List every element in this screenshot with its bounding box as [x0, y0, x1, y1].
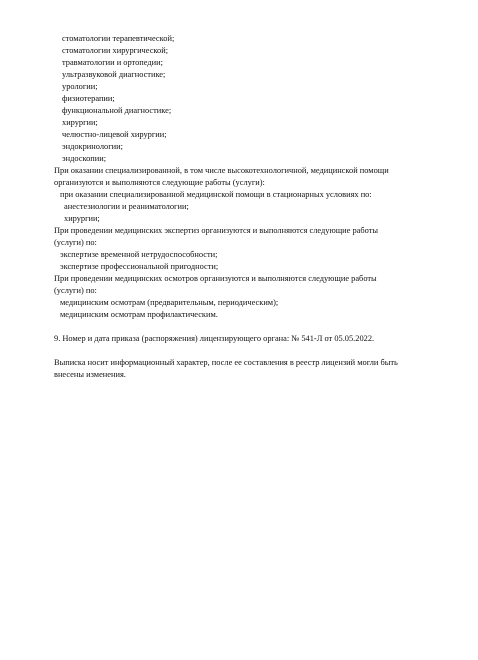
expertise-heading-cont: (услуги) по: [54, 238, 97, 247]
list-item: физиотерапии; [62, 94, 115, 103]
list-item: экспертизе профессиональной пригодности; [60, 262, 219, 271]
list-item: экспертизе временной нетрудоспособности; [60, 250, 218, 259]
disclaimer-cont: внесены изменения. [54, 370, 126, 379]
specialized-care-heading: При оказании специализированной, в том числе высокотехнологичной, медицинской помощи [54, 166, 389, 175]
list-item: хирургии; [62, 118, 98, 127]
list-item: эндоскопии; [62, 154, 107, 163]
list-item: стоматологии хирургической; [62, 46, 169, 55]
list-item: урологии; [62, 82, 98, 91]
list-item: функциональной диагностике; [62, 106, 172, 115]
list-item: медицинским осмотрам (предварительным, периодическим); [60, 298, 279, 307]
list-item: стоматологии терапевтической; [62, 34, 175, 43]
order-info: 9. Номер и дата приказа (распоряжения) лицензирующего органа: № 541-Л от 05.05.2022. [54, 334, 375, 343]
list-item: хирургии; [64, 214, 100, 223]
list-item: травматологии и ортопедии; [62, 58, 163, 67]
list-item: ультразвуковой диагностике; [62, 70, 166, 79]
list-item: челюстно-лицевой хирургии; [62, 130, 167, 139]
disclaimer: Выписка носит информационный характер, после ее составления в реестр лицензий могли быть [54, 358, 398, 367]
examinations-heading: При проведении медицинских осмотров организуются и выполняются следующие работы [54, 274, 377, 283]
examinations-heading-cont: (услуги) по: [54, 286, 97, 295]
specialized-care-subheading: при оказании специализированной медицинской помощи в стационарных условиях по: [60, 190, 372, 199]
specialized-care-heading-cont: организуются и выполняются следующие работы (услуги): [54, 178, 265, 187]
list-item: анестезиологии и реаниматологии; [64, 202, 189, 211]
list-item: эндокринологии; [62, 142, 123, 151]
list-item: медицинским осмотрам профилактическим. [60, 310, 218, 319]
expertise-heading: При проведении медицинских экспертиз организуются и выполняются следующие работы [54, 226, 378, 235]
